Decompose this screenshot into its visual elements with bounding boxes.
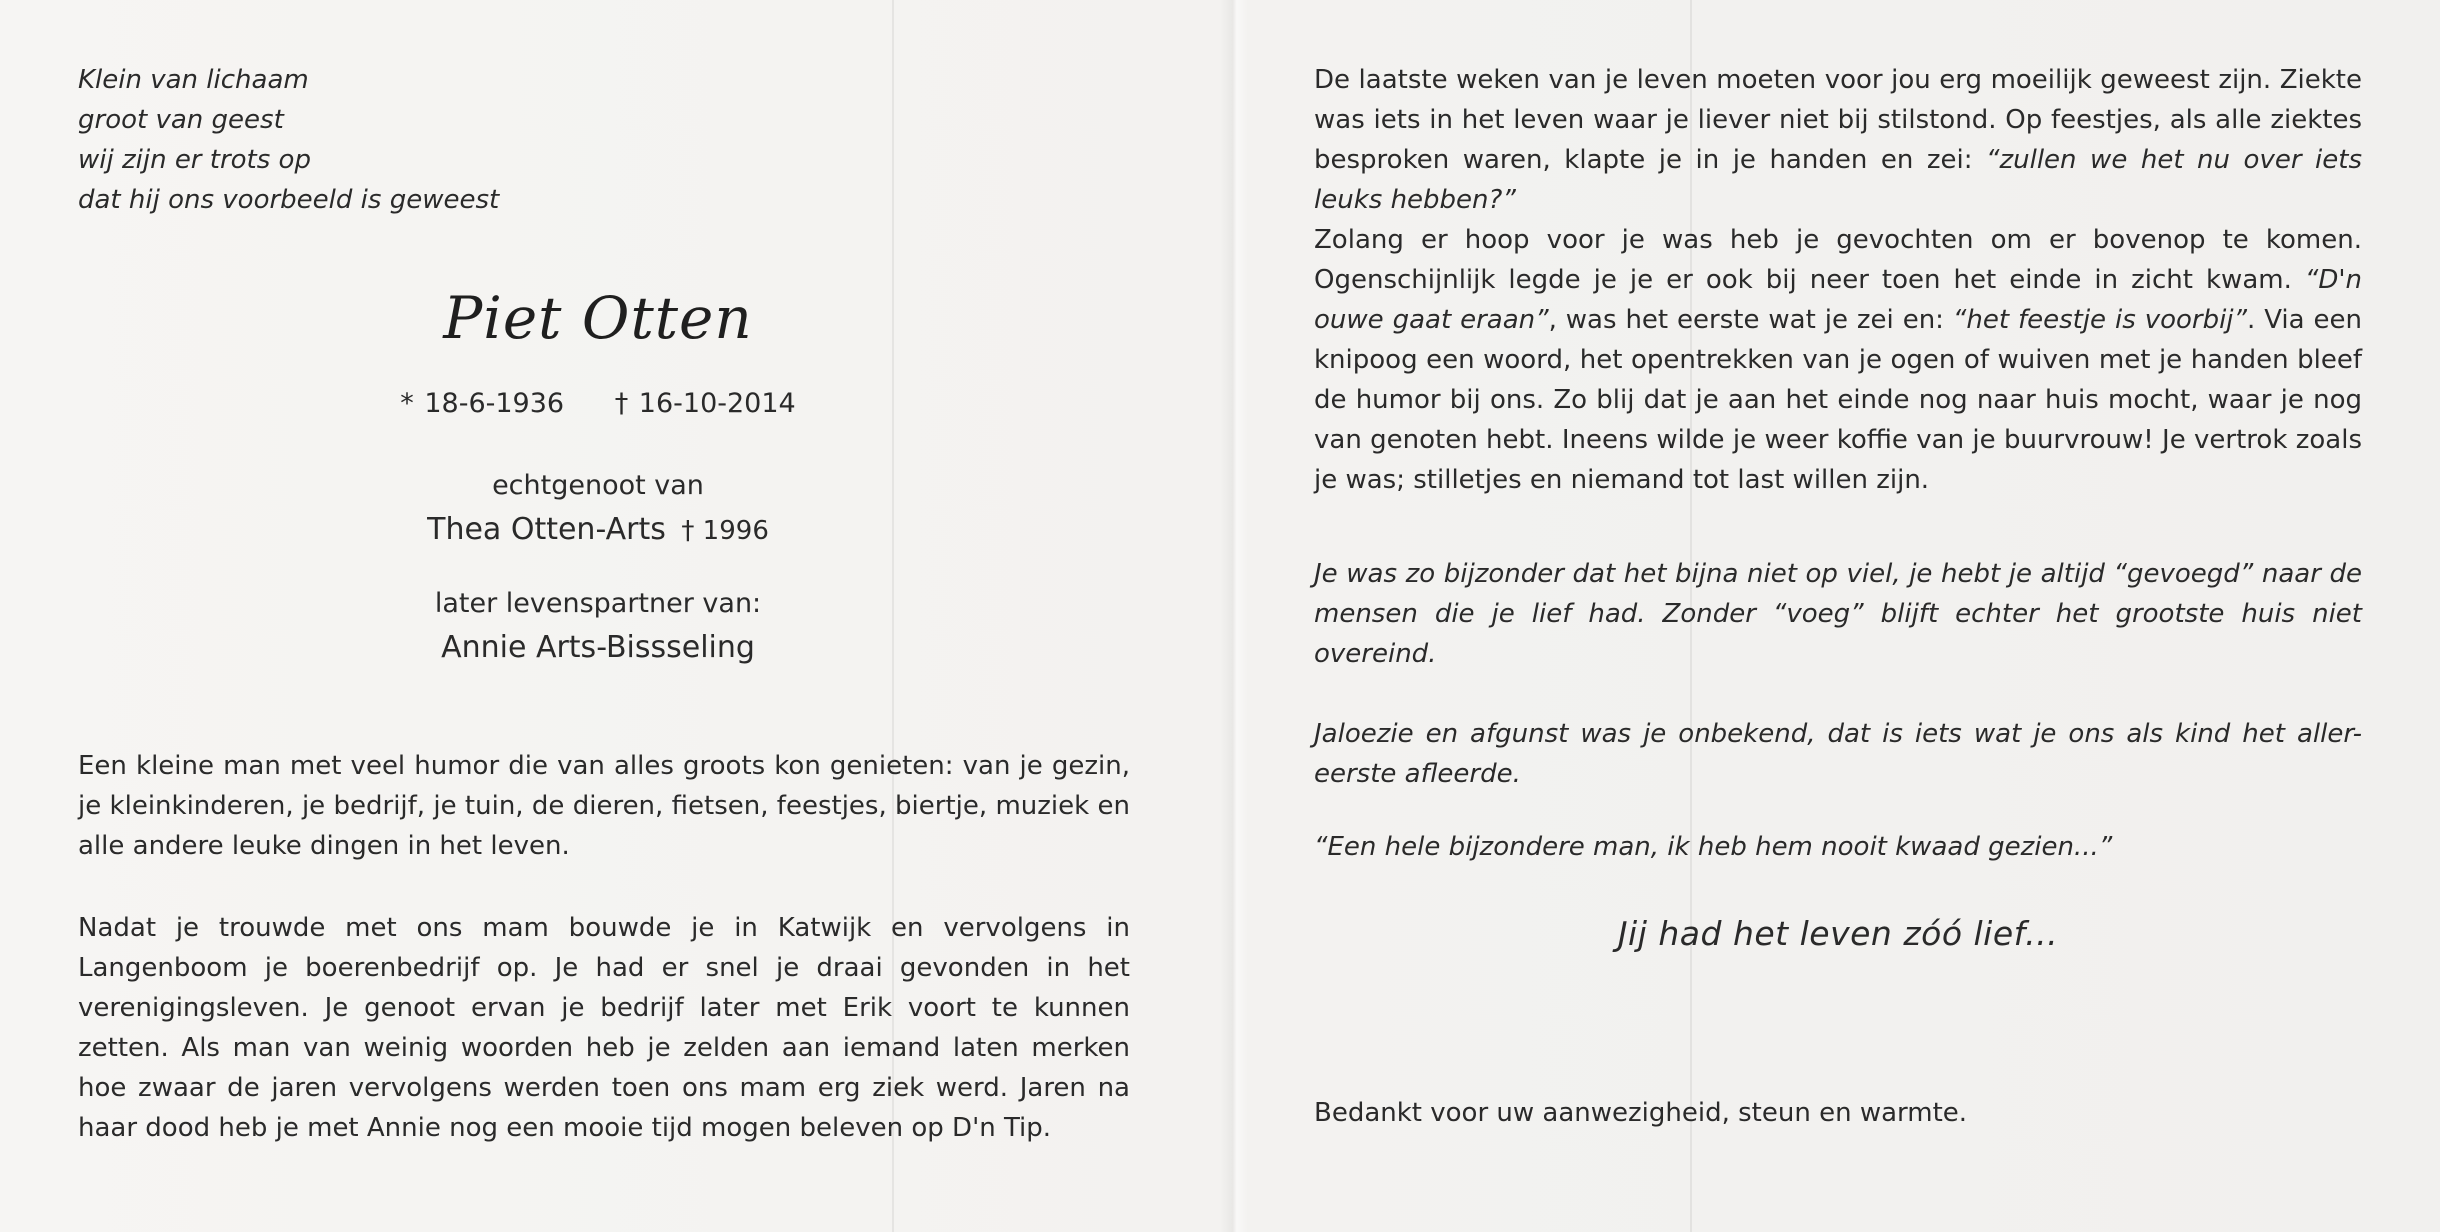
quote-run: “het feestje is voorbij” [1952,305,2248,335]
quote-run: “zullen we het nu over iets leuks hebben?” [1314,145,2362,215]
life-paragraph: Nadat je trouwde met ons mam bouwde je in Katwijk en vervolgens in Langenboom je boerenbedrijf op. Je had er snel je draai gevonden in het verenigingsleven. Je genoot ervan je bedrijf later met Erik voort te kunnen zetten. Als man van weinig woorden heb je zelden aan iemand laten merken hoe zwaar de jaren vervolgens werden toen ons mam erg ziek werd. Jaren na haar dood heb je met Annie nog een mooie tijd mogen beleven op D'n Tip. [78,913,1130,1143]
life-dates [78,388,1118,419]
left-panel [78,60,1138,1143]
poem-line: Klein van lichaam [78,65,309,95]
spouse-label: echtgenoot van [492,470,704,501]
poem-line: groot van geest [78,105,284,135]
closing-line: Jij had het leven zóó lief... [1617,914,2059,953]
death-date: † 16-10-2014 [614,388,796,419]
spouse-death: † 1996 [681,516,769,546]
text-run: De laatste weken van je leven moeten voor jou erg moeilijk geweest zijn. Ziekte was iets in het leven waar je liever niet bij stilstond. Op feestjes, als alle ziektes besproken waren, klapte je in je handen en zei: [1314,65,2362,175]
center-fold [1220,0,1248,1232]
jealousy-paragraph: Jaloezie en afgunst was je onbekend, dat is iets wat je ons als kind het aller-eerste afleerde. [1314,719,2362,789]
text-run: , was het eerste wat je zei en: [1548,305,1953,335]
partner-label: later levenspartner van: [434,588,762,619]
poem [78,60,1138,220]
birth-date: * 18-6-1936 [400,388,565,419]
deceased-name: Piet Otten [443,284,753,352]
poem-line: dat hij ons voorbeeld is geweest [78,185,500,215]
life-paragraph: Een kleine man met veel humor die van alles groots kon genieten: van je gezin, je kleinkinderen, je bedrijf, je tuin, de dieren, fietsen, feestjes, biertje, muziek en alle andere leuke dingen in het leven. [78,751,1130,861]
spouse-name-line [78,512,1118,547]
quote-line: “Een hele bijzondere man, ik heb hem nooit kwaad gezien...” [1314,832,2113,862]
poem-line: wij zijn er trots op [78,145,311,175]
special-paragraph: Je was zo bijzonder dat het bijna niet op viel, je hebt je altijd “gevoegd” naar de mensen die je lief had. Zonder “voeg” blijft echter het grootste huis niet overeind. [1314,559,2362,669]
quote-run: “D'n ouwe gaat eraan” [1314,265,2362,335]
text-run: Zolang er hoop voor je was heb je gevochten om er bovenop te komen. Ogenschijnlijk legde je je er ook bij neer toen het einde in zicht kwam. [1314,225,2362,295]
thanks-line: Bedankt voor uw aanwezigheid, steun en warmte. [1314,1098,1968,1128]
final-weeks-paragraph [1314,60,2362,500]
partner-name: Annie Arts-Bissseling [441,630,755,665]
spouse-name: Thea Otten-Arts [427,512,666,547]
text-run: . Via een knipoog een woord, het opentrekken van je ogen of wuiven met je handen bleef de humor bij ons. Zo blij dat je aan het einde nog naar huis mocht, waar je nog van genoten hebt. Ineens wilde je weer koffie van je buurvrouw! Je vertrok zoals je was; stilletjes en niemand tot last willen zijn. [1314,305,2362,495]
